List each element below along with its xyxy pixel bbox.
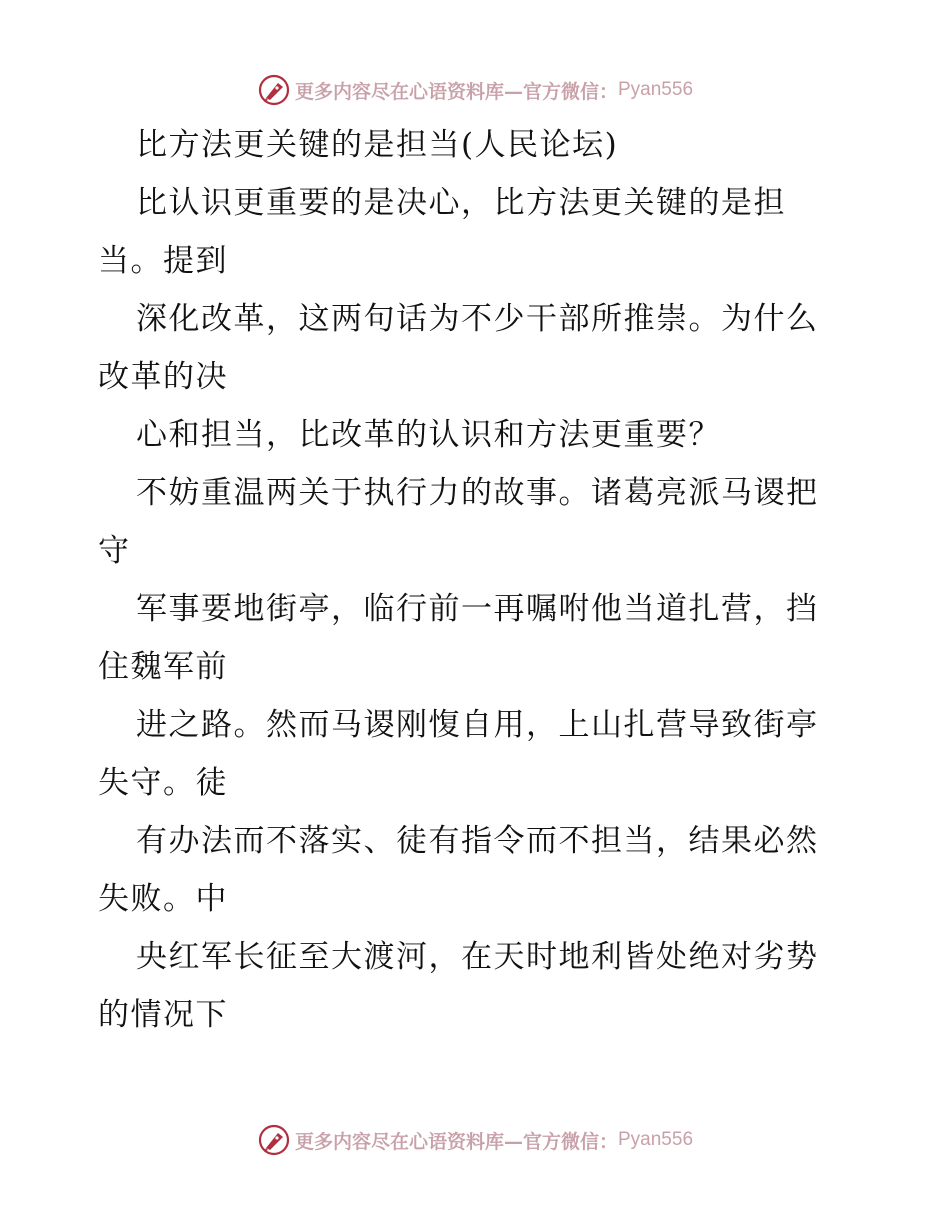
doc-line: 有办法而不落实、徒有指令而不担当，结果必然 <box>136 823 819 859</box>
header-watermark-banner <box>0 70 950 110</box>
banner-text: 更多内容尽在心语资料库—官方微信： <box>294 1130 618 1153</box>
doc-line: 当。提到 <box>98 243 228 279</box>
doc-line: 心和担当，比改革的认识和方法更重要？ <box>136 417 721 453</box>
doc-line: 不妨重温两关于执行力的故事。诸葛亮派马谡把 <box>136 475 819 511</box>
doc-line: 军事要地街亭，临行前一再嘱咐他当道扎营，挡 <box>136 591 819 627</box>
doc-line: 央红军长征至大渡河，在天时地利皆处绝对劣势 <box>136 939 819 975</box>
doc-line: 的情况下 <box>98 997 228 1033</box>
banner-handle: Pyan556 <box>618 79 694 100</box>
banner-text: 更多内容尽在心语资料库—官方微信： <box>294 80 618 103</box>
doc-line: 住魏军前 <box>98 649 228 685</box>
doc-line: 进之路。然而马谡刚愎自用，上山扎营导致街亭 <box>136 707 819 743</box>
pen-nib-logo-icon <box>257 1123 291 1157</box>
banner-handle: Pyan556 <box>618 1129 694 1150</box>
doc-line: 失败。中 <box>98 881 228 917</box>
footer-watermark-banner <box>0 1120 950 1160</box>
doc-line: 守 <box>98 533 131 569</box>
doc-line: 深化改革，这两句话为不少干部所推崇。为什么 <box>136 301 819 337</box>
doc-line: 比认识更重要的是决心，比方法更关键的是担 <box>136 185 786 221</box>
doc-line: 改革的决 <box>98 359 228 395</box>
doc-title: 比方法更关键的是担当(人民论坛) <box>136 127 619 163</box>
doc-line: 失守。徒 <box>98 765 228 801</box>
pen-nib-logo-icon <box>257 73 291 107</box>
document-body <box>98 116 858 1044</box>
